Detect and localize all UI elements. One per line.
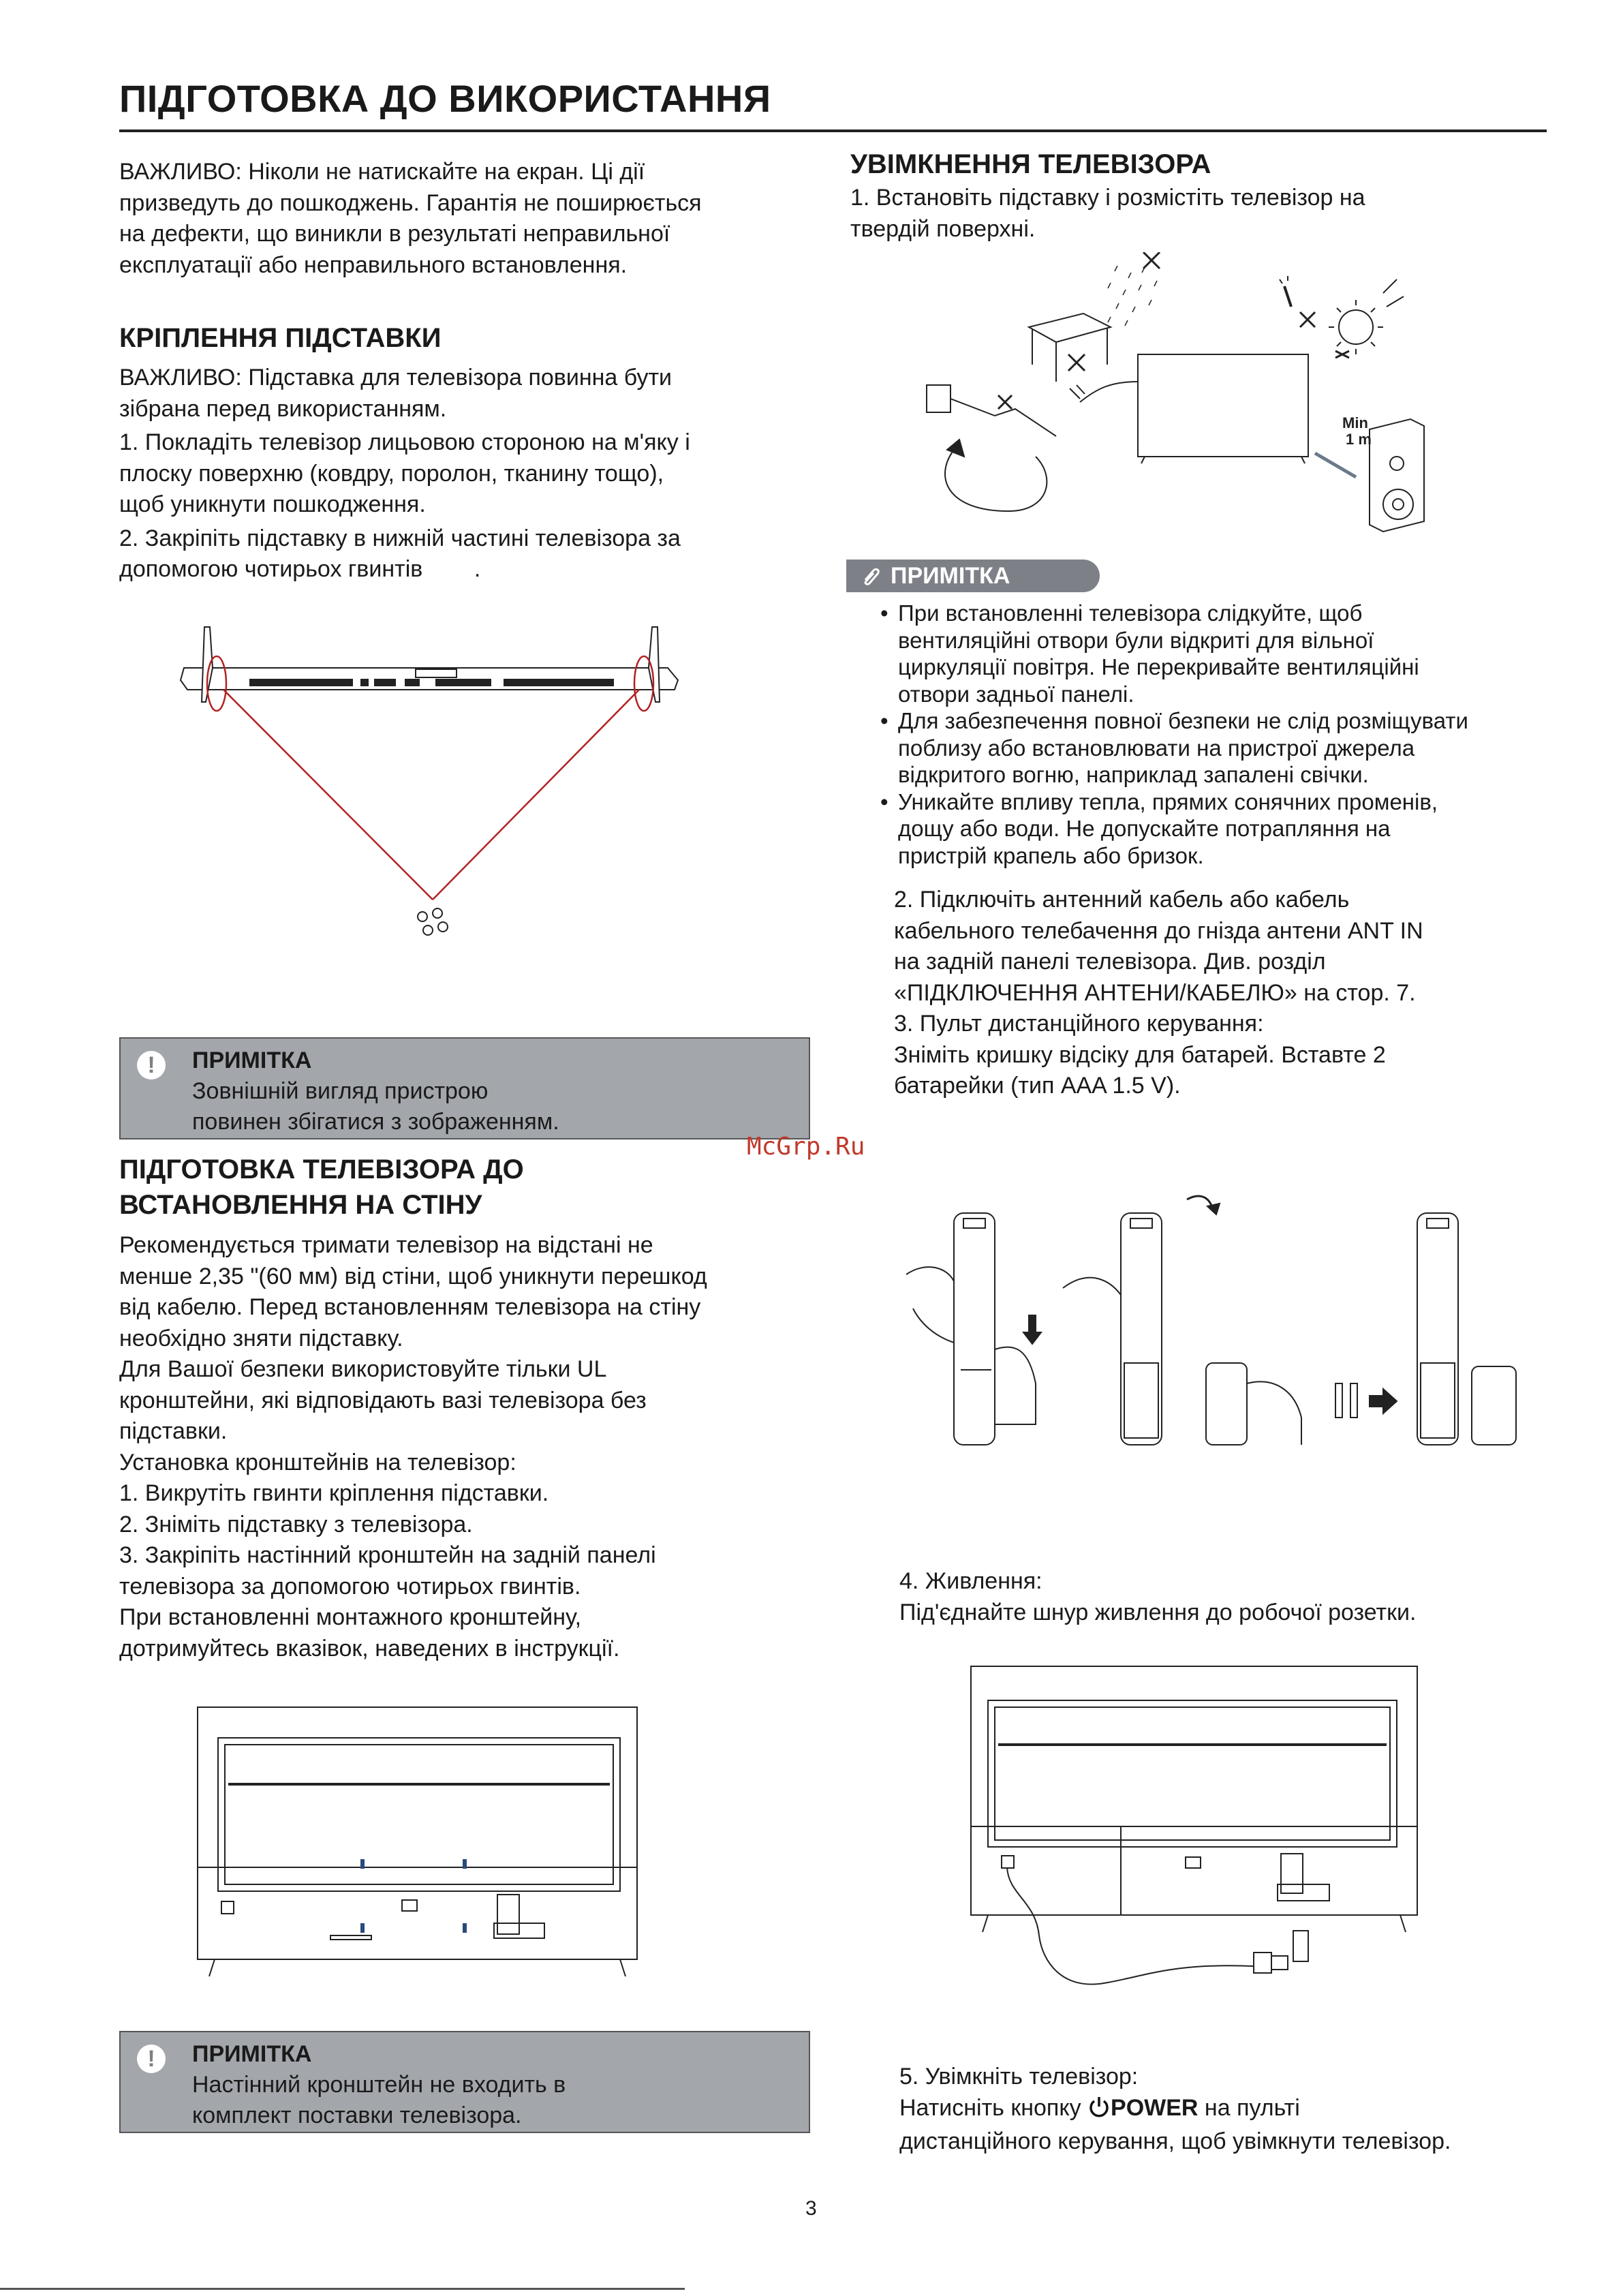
power-on-heading: УВІМКНЕННЯ ТЕЛЕВІЗОРА [850,149,1211,179]
note-title: ПРИМІТКА [192,1047,312,1073]
step-1 [850,183,1539,245]
text-line: Під'єднайте шнур живлення до робочої розетки. [899,1599,1417,1625]
note-pill [846,560,1100,592]
note-line: Настінний кронштейн не входить в [192,2072,566,2098]
min-label-line: Min [1342,414,1368,431]
exclamation-icon: ! [137,2045,166,2073]
text-line: необхідно зняти підставку. [119,1325,403,1351]
note-bracket-not-included [119,2031,810,2133]
text-line: батарейки (тип AAA 1.5 V). [894,1073,1181,1099]
text-line: Для Вашої безпеки використовуйте тільки UL [119,1356,607,1382]
text-line: 1. Викрутіть гвинти кріплення підставки. [119,1480,549,1506]
text-line: Зніміть кришку відсіку для батарей. Вставте 2 [894,1041,1386,1068]
page-number: 3 [805,2197,817,2220]
min-label-line: 1 m [1346,431,1372,448]
text-line: допомогою чотирьох гвинтів . [119,556,481,582]
heading-line: ПІДГОТОВКА ТЕЛЕВІЗОРА ДО [119,1154,524,1184]
text-line: Рекомендується тримати телевізор на відстані не [119,1232,653,1258]
heading-line: ВСТАНОВЛЕННЯ НА СТІНУ [119,1190,482,1220]
text-line: вентиляційні отвори були відкриті для вільної [898,627,1374,653]
text-line: поблизу або встановлювати на пристрої джерела [898,735,1415,761]
placement-safety-illustration [906,252,1438,538]
paperclip-icon [860,565,882,587]
text-line: 5. Увімкніть телевізор: [899,2064,1139,2090]
power-icon [1087,2095,1111,2127]
step-4 [899,1566,1554,1628]
text-line: отвори задньої панелі. [898,681,1134,707]
text-line: 2. Зніміть підставку з телевізора. [119,1511,473,1537]
text-line: від кабелю. Перед встановленням телевізора на стіну [119,1294,701,1320]
note-line: повинен збігатися з зображенням. [192,1109,559,1135]
text-line: дощу або води. Не допускайте потрапляння на [898,816,1391,841]
wall-instructions [119,1230,807,1664]
exclamation-icon: ! [137,1051,166,1080]
note-bullets [879,600,1547,869]
text-line: дистанційного керування, щоб увімкнути телевізор. [899,2128,1451,2154]
text-line: циркуляції повітря. Не перекривайте вентиляційні [898,654,1419,679]
text-line: • Уникайте впливу тепла, прямих сонячних променів, [898,789,1438,814]
step-2 [894,885,1548,1009]
note-line: комплект поставки телевізора. [192,2102,522,2128]
note-body [192,2039,566,2131]
bottom-divider [0,2288,685,2290]
text-line: дотримуйтесь вказівок, наведених в інструкції. [119,1635,620,1662]
text-line: ВАЖЛИВО: Підставка для телевізора повинна бути [119,365,673,391]
stand-instructions [119,363,807,585]
text-line: пристрій крапель або бризок. [898,842,1204,868]
text-line: 2. Підключіть антенний кабель або кабель [894,887,1350,913]
text-line: телевізора за допомогою чотирьох гвинтів. [119,1573,581,1599]
text-line: 3. Пульт дистанційного керування: [894,1011,1264,1037]
bullet-item [879,600,1547,707]
text-line: «ПІДКЛЮЧЕННЯ АНТЕНИ/КАБЕЛЮ» на стор. 7. [894,979,1416,1006]
step-5 [899,2062,1554,2158]
text-line: плоску поверхню (ковдру, поролон, тканину тощо), [119,460,664,487]
text-line: менше 2,35 "(60 мм) від стіни, щоб уникнути перешкод [119,1263,707,1289]
step5-post: на пульті [1198,2094,1300,2121]
text-line: ВАЖЛИВО: Ніколи не натискайте на екран. Ці дії [119,159,645,185]
text-line: • При встановленні телевізора слідкуйте, щоб [898,600,1363,626]
note-title: ПРИМІТКА [192,2041,312,2067]
text-line: кабельного телебачення до гнізда антени ANT IN [894,917,1423,944]
tv-back-details [194,1704,644,1983]
text-line: При встановленні монтажного кронштейну, [119,1604,582,1630]
text-line: експлуатації або неправильного встановлення. [119,251,628,278]
note-line: Зовнішній вигляд пристрою [192,1078,489,1104]
wall-heading [119,1152,524,1223]
text-line: 4. Живлення: [899,1568,1042,1594]
watermark: McGrp.Ru [747,1133,865,1161]
power-label: POWER [1111,2094,1199,2121]
text-line: відкритого вогню, наприклад запалені свічки. [898,762,1369,787]
stand-heading: КРІПЛЕННЯ ПІДСТАВКИ [119,323,442,353]
text-line: • Для забезпечення повної безпеки не слід розміщувати [898,708,1468,733]
bullet-item [879,707,1547,789]
step5-pre: Натисніть кнопку [899,2094,1088,2121]
tv-power-connection-illustration [968,1663,1424,2017]
note-body [192,1045,559,1137]
text-line: на задній панелі телевізора. Див. розділ [894,949,1326,975]
page-title: ПІДГОТОВКА ДО ВИКОРИСТАННЯ [119,77,771,120]
step-3 [894,1009,1548,1102]
text-line [899,2093,1554,2127]
text-line: твердій поверхні. [850,215,1036,242]
remote-battery-illustration [893,1179,1526,1452]
text-line: кронштейни, які відповідають вазі телевізора без [119,1387,647,1413]
important-intro [119,157,807,281]
text-line: призведуть до пошкоджень. Гарантія не поширюється [119,189,702,216]
note-pill-label: ПРИМІТКА [891,563,1010,589]
text-line: на дефекти, що виникли в результаті неправильної [119,221,670,247]
text-line: 1. Встановіть підставку і розмістіть телевізор на [850,185,1365,211]
note-appearance [119,1037,810,1139]
text-line: 1. Покладіть телевізор лицьовою стороною на м'яку і [119,429,690,455]
stand-attach-illustration [170,613,688,954]
text-line: 2. Закріпіть підставку в нижній частині телевізора за [119,525,681,551]
text-line: підставки. [119,1418,228,1444]
title-divider [119,129,1547,132]
text-line: зібрана перед використанням. [119,395,447,422]
bullet-item [879,789,1547,870]
text-line: щоб уникнути пошкодження. [119,491,426,517]
text-line: Установка кронштейнів на телевізор: [119,1449,516,1475]
text-line: 3. Закріпіть настінний кронштейн на задній панелі [119,1542,656,1568]
